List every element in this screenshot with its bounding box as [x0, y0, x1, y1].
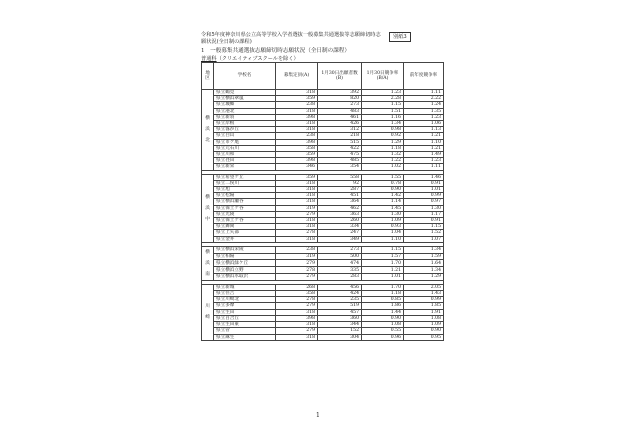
- capacity-cell: 238: [276, 246, 318, 253]
- prev-ratio-cell: 1.11: [404, 90, 444, 96]
- applicants-cell: 451: [318, 193, 362, 199]
- ratio-cell: 1.70: [362, 260, 404, 267]
- school-name-cell: 県立松陽: [214, 193, 276, 199]
- capacity-cell: 268: [276, 284, 318, 290]
- ratio-cell: 1.70: [362, 284, 404, 290]
- applicants-cell: 360: [318, 315, 362, 321]
- capacity-cell: 319: [276, 205, 318, 211]
- applicants-cell: 462: [318, 205, 362, 211]
- col-ratio: 1月30日競争率(B/A): [362, 63, 404, 90]
- capacity-cell: 346: [276, 164, 318, 170]
- ratio-cell: 1.15: [362, 246, 404, 253]
- school-name-cell: 県立生田東: [214, 322, 276, 328]
- capacity-cell: 279: [276, 274, 318, 281]
- applicants-cell: 461: [318, 114, 362, 120]
- capacity-cell: 238: [276, 133, 318, 139]
- applicants-cell: 334: [318, 224, 362, 230]
- ratio-cell: 1.32: [362, 152, 404, 158]
- school-name-cell: 県立白山: [214, 133, 276, 139]
- ratio-cell: 0.78: [362, 180, 404, 186]
- table-row: [202, 267, 444, 274]
- ratio-cell: 0.98: [362, 127, 404, 133]
- applicants-cell: 500: [318, 253, 362, 260]
- page-number: 1: [316, 412, 320, 419]
- school-name-cell: 県立多摩: [214, 303, 276, 309]
- prev-ratio-cell: 1.08: [404, 315, 444, 321]
- prev-ratio-cell: 1.59: [404, 253, 444, 260]
- capacity-cell: 279: [276, 260, 318, 267]
- prev-ratio-cell: 1.07: [404, 236, 444, 242]
- document-title: 令和5年度神奈川県公立高等学校入学者選抜一般募集共通選抜等志願締切時志願状況(全日制の課程): [201, 32, 381, 45]
- col-area: 地区: [202, 63, 214, 90]
- school-name-cell: 県立麻生: [214, 334, 276, 340]
- school-name-cell: 県立保土ケ谷: [214, 205, 276, 211]
- ratio-cell: 0.92: [362, 133, 404, 139]
- applicants-cell: 312: [318, 127, 362, 133]
- attachment-badge: 別紙3: [389, 32, 411, 42]
- ratio-cell: 1.09: [362, 218, 404, 224]
- applicants-cell: 283: [318, 274, 362, 281]
- applicants-cell: 247: [318, 230, 362, 236]
- capacity-cell: 278: [276, 230, 318, 236]
- prev-ratio-cell: 1.64: [404, 260, 444, 267]
- ratio-cell: 0.85: [362, 297, 404, 303]
- table-row: [202, 274, 444, 281]
- school-name-cell: 県立川和: [214, 152, 276, 158]
- capacity-cell: 398: [276, 315, 318, 321]
- ratio-cell: 1.08: [362, 322, 404, 328]
- capacity-cell: 279: [276, 211, 318, 217]
- ratio-cell: 1.10: [362, 236, 404, 242]
- applicants-cell: 287: [318, 187, 362, 193]
- capacity-cell: 398: [276, 158, 318, 164]
- prev-ratio-cell: 1.24: [404, 102, 444, 108]
- applicants-cell: 426: [318, 121, 362, 127]
- applicants-cell: 483: [318, 108, 362, 114]
- school-name-cell: 県立横浜瀬谷: [214, 199, 276, 205]
- applicants-cell: 335: [318, 267, 362, 274]
- prev-ratio-cell: 0.91: [404, 180, 444, 186]
- applicants-table: [201, 62, 444, 341]
- applicants-cell: 273: [318, 102, 362, 108]
- ratio-cell: 1.23: [362, 90, 404, 96]
- ratio-cell: 1.51: [362, 108, 404, 114]
- ratio-cell: 1.45: [362, 205, 404, 211]
- applicants-cell: 485: [318, 158, 362, 164]
- prev-ratio-cell: 1.21: [404, 145, 444, 151]
- capacity-cell: 359: [276, 174, 318, 180]
- prev-ratio-cell: 1.29: [404, 274, 444, 281]
- capacity-cell: 318: [276, 224, 318, 230]
- prev-ratio-cell: 0.90: [404, 328, 444, 334]
- capacity-cell: 359: [276, 152, 318, 158]
- school-name-cell: 県立百合丘: [214, 315, 276, 321]
- section-subtitle: 1 一般募集共通選抜志願締切時志願状況（全日制の課程）: [201, 48, 350, 54]
- school-name-cell: 県立港北: [214, 108, 276, 114]
- capacity-cell: 279: [276, 303, 318, 309]
- course-note: （クリエイティブスクールを除く）: [216, 56, 299, 62]
- course-label: [201, 55, 299, 62]
- prev-ratio-cell: 1.17: [404, 211, 444, 217]
- prev-ratio-cell: 0.99: [404, 193, 444, 199]
- school-name-cell: 県立旭: [214, 187, 276, 193]
- prev-ratio-cell: 1.13: [404, 127, 444, 133]
- prev-ratio-cell: 1.11: [404, 164, 444, 170]
- prev-ratio-cell: 1.34: [404, 246, 444, 253]
- ratio-cell: 0.93: [362, 224, 404, 230]
- school-name-cell: 県立市ケ尾: [214, 139, 276, 145]
- capacity-cell: 318: [276, 322, 318, 328]
- ratio-cell: 1.44: [362, 309, 404, 315]
- school-name-cell: 県立希望ケ丘: [214, 174, 276, 180]
- ratio-cell: 1.22: [362, 158, 404, 164]
- applicants-cell: 820: [318, 96, 362, 102]
- school-name-cell: 県立保土ケ谷: [214, 218, 276, 224]
- prev-ratio-cell: 1.34: [404, 267, 444, 274]
- applicants-cell: 424: [318, 291, 362, 297]
- col-capacity: 募集定員(A): [276, 63, 318, 90]
- capacity-cell: 238: [276, 102, 318, 108]
- prev-ratio-cell: 1.49: [404, 152, 444, 158]
- school-name-cell: 県立菅: [214, 328, 276, 334]
- school-name-cell: 県立荏田: [214, 158, 276, 164]
- prev-ratio-cell: 0.99: [404, 297, 444, 303]
- prev-ratio-cell: 1.23: [404, 158, 444, 164]
- school-name-cell: 県立新城: [214, 284, 276, 290]
- school-name-cell: 県立岸根: [214, 121, 276, 127]
- ratio-cell: 1.16: [362, 114, 404, 120]
- capacity-cell: 358: [276, 145, 318, 151]
- ratio-cell: 1.14: [362, 199, 404, 205]
- table-row: [202, 260, 444, 267]
- course-name: 普通科: [201, 56, 217, 62]
- capacity-cell: 278: [276, 297, 318, 303]
- prev-ratio-cell: 1.43: [404, 291, 444, 297]
- applicants-cell: 392: [318, 90, 362, 96]
- prev-ratio-cell: 1.85: [404, 303, 444, 309]
- applicants-cell: 273: [318, 246, 362, 253]
- applicants-cell: 349: [318, 236, 362, 242]
- col-applicants: 1月30日出願者数(B): [318, 63, 362, 90]
- applicants-cell: 474: [318, 260, 362, 267]
- capacity-cell: 319: [276, 253, 318, 260]
- prev-ratio-cell: 0.91: [404, 218, 444, 224]
- ratio-cell: 0.90: [362, 315, 404, 321]
- prev-ratio-cell: 1.23: [404, 114, 444, 120]
- capacity-cell: 318: [276, 309, 318, 315]
- school-name-cell: 県立舞岡: [214, 224, 276, 230]
- ratio-cell: 0.96: [362, 334, 404, 340]
- applicants-cell: 364: [318, 199, 362, 205]
- school-name-cell: 県立二俣川: [214, 180, 276, 186]
- prev-ratio-cell: 1.01: [404, 187, 444, 193]
- prev-ratio-cell: 1.15: [404, 224, 444, 230]
- applicants-cell: 515: [318, 139, 362, 145]
- table-row: [202, 253, 444, 260]
- prev-ratio-cell: 1.35: [404, 108, 444, 114]
- capacity-cell: 398: [276, 139, 318, 145]
- school-name-cell: 県立住吉: [214, 291, 276, 297]
- capacity-cell: 318: [276, 108, 318, 114]
- ratio-cell: 1.29: [362, 139, 404, 145]
- ratio-cell: 1.57: [362, 253, 404, 260]
- school-name-cell: 県立横浜緑ケ丘: [214, 260, 276, 267]
- applicants-cell: 152: [318, 328, 362, 334]
- applicants-cell: 519: [318, 303, 362, 309]
- school-name-cell: 県立横浜翠嵐: [214, 96, 276, 102]
- prev-ratio-cell: 1.46: [404, 174, 444, 180]
- ratio-cell: 0.55: [362, 328, 404, 334]
- school-name-cell: 県立金井: [214, 236, 276, 242]
- applicants-cell: 457: [318, 309, 362, 315]
- capacity-cell: 318: [276, 334, 318, 340]
- applicants-cell: 344: [318, 322, 362, 328]
- applicants-cell: 218: [318, 133, 362, 139]
- capacity-cell: 318: [276, 127, 318, 133]
- ratio-cell: 1.34: [362, 121, 404, 127]
- table-body: [202, 90, 444, 341]
- capacity-cell: 318: [276, 236, 318, 242]
- area-cell: 横 浜 北: [202, 90, 214, 171]
- capacity-cell: 318: [276, 90, 318, 96]
- prev-ratio-cell: 2.05: [404, 284, 444, 290]
- prev-ratio-cell: 1.06: [404, 121, 444, 127]
- prev-ratio-cell: 1.21: [404, 133, 444, 139]
- ratio-cell: 1.86: [362, 303, 404, 309]
- capacity-cell: 358: [276, 291, 318, 297]
- capacity-cell: 278: [276, 267, 318, 274]
- prev-ratio-cell: 1.30: [404, 205, 444, 211]
- col-prev: 前年度競争率: [404, 63, 444, 90]
- school-name-cell: 県立新羽: [214, 114, 276, 120]
- table-row: [202, 246, 444, 253]
- applicants-cell: 475: [318, 152, 362, 158]
- school-name-cell: 県立生田: [214, 309, 276, 315]
- capacity-cell: 279: [276, 328, 318, 334]
- area-cell: 横 浜 中: [202, 174, 214, 242]
- ratio-cell: 1.42: [362, 193, 404, 199]
- capacity-cell: 318: [276, 187, 318, 193]
- prev-ratio-cell: 0.95: [404, 334, 444, 340]
- school-name-cell: 県立上矢部: [214, 230, 276, 236]
- ratio-cell: 1.18: [362, 145, 404, 151]
- prev-ratio-cell: 1.91: [404, 309, 444, 315]
- school-name-cell: 県立鶴見: [214, 90, 276, 96]
- school-name-cell: 県立新栄: [214, 164, 276, 170]
- applicants-cell: 92: [318, 180, 362, 186]
- school-name-cell: 県立光陵: [214, 211, 276, 217]
- applicants-cell: 354: [318, 164, 362, 170]
- capacity-cell: 318: [276, 121, 318, 127]
- school-name-cell: 県立柏陽: [214, 253, 276, 260]
- capacity-cell: 398: [276, 114, 318, 120]
- table-row: [202, 334, 444, 340]
- capacity-cell: 318: [276, 180, 318, 186]
- school-name-cell: 県立川崎北: [214, 297, 276, 303]
- table-header-row: [202, 63, 444, 90]
- school-name-cell: 県立元石川: [214, 145, 276, 151]
- prev-ratio-cell: 0.97: [404, 199, 444, 205]
- area-cell: 横 浜 南: [202, 246, 214, 280]
- applicants-cell: 304: [318, 334, 362, 340]
- school-name-cell: 県立横浜氷取沢: [214, 274, 276, 281]
- applicants-cell: 235: [318, 297, 362, 303]
- ratio-cell: 1.15: [362, 102, 404, 108]
- applicants-cell: 456: [318, 284, 362, 290]
- ratio-cell: 1.21: [362, 267, 404, 274]
- ratio-cell: 1.55: [362, 174, 404, 180]
- col-school: 学校名: [214, 63, 276, 90]
- ratio-cell: 1.18: [362, 291, 404, 297]
- applicants-cell: 422: [318, 145, 362, 151]
- school-name-cell: 県立横浜立野: [214, 267, 276, 274]
- school-name-cell: 県立霧が丘: [214, 127, 276, 133]
- ratio-cell: 1.30: [362, 211, 404, 217]
- ratio-cell: 1.04: [362, 230, 404, 236]
- capacity-cell: 318: [276, 199, 318, 205]
- school-name-cell: 県立城郷: [214, 102, 276, 108]
- area-cell: 川 崎: [202, 284, 214, 340]
- capacity-cell: 318: [276, 218, 318, 224]
- applicants-cell: 558: [318, 174, 362, 180]
- prev-ratio-cell: 1.09: [404, 322, 444, 328]
- ratio-cell: 1.02: [362, 164, 404, 170]
- applicants-cell: 260: [318, 218, 362, 224]
- ratio-cell: 0.90: [362, 187, 404, 193]
- school-name-cell: 県立横浜栄陵: [214, 246, 276, 253]
- ratio-cell: 1.01: [362, 274, 404, 281]
- capacity-cell: 318: [276, 193, 318, 199]
- ratio-cell: 2.28: [362, 96, 404, 102]
- prev-ratio-cell: 1.52: [404, 230, 444, 236]
- capacity-cell: 359: [276, 96, 318, 102]
- applicants-cell: 363: [318, 211, 362, 217]
- prev-ratio-cell: 1.10: [404, 139, 444, 145]
- prev-ratio-cell: 2.22: [404, 96, 444, 102]
